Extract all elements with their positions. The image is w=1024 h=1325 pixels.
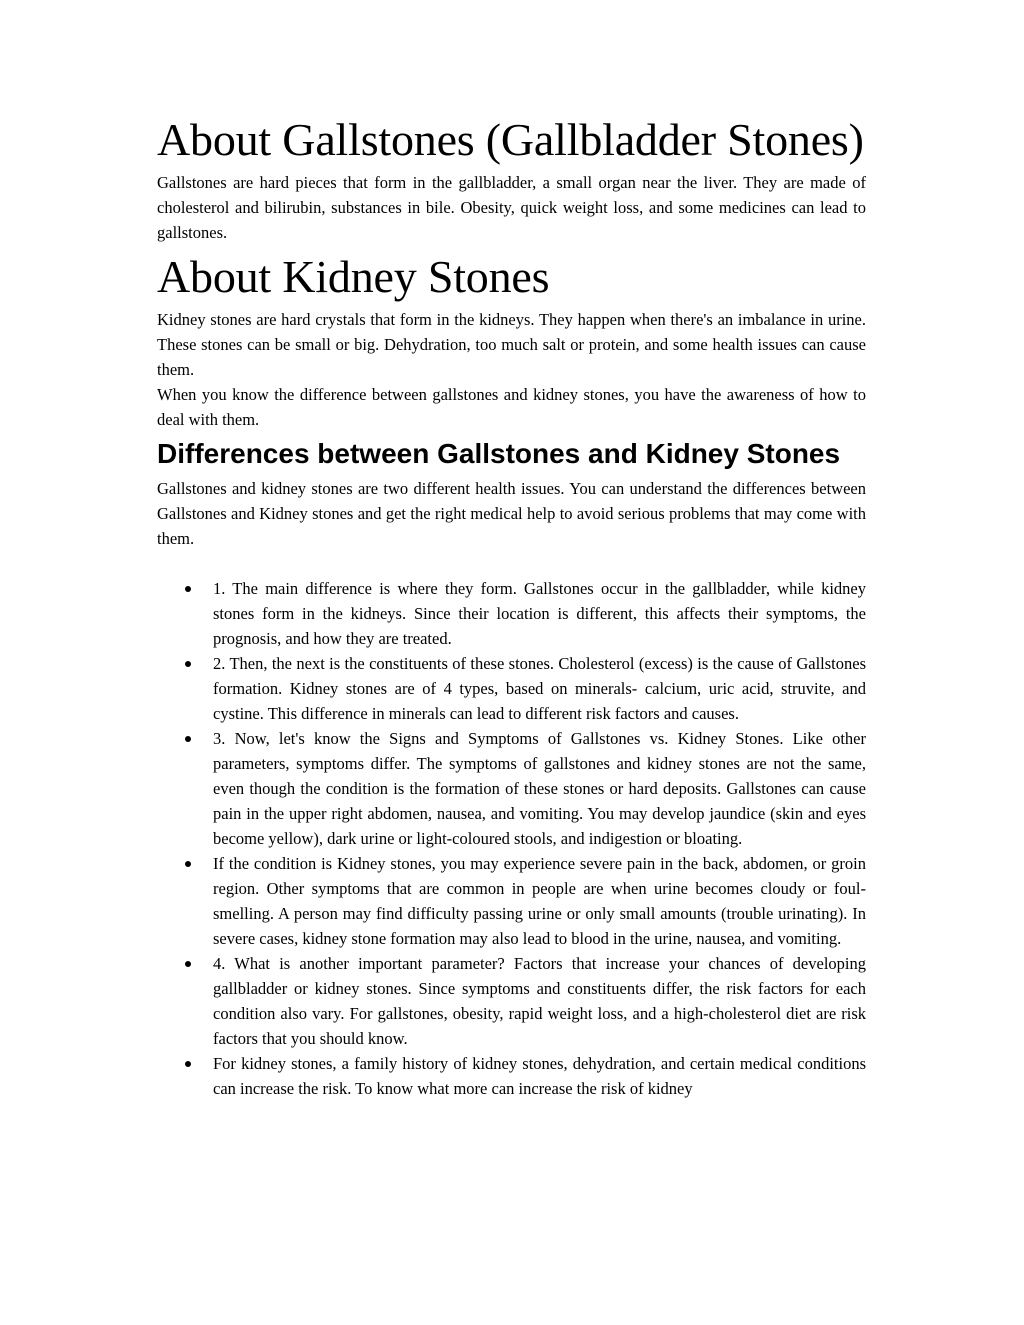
list-item <box>213 1051 866 1101</box>
spacer <box>157 551 866 576</box>
heading-differences: Differences between Gallstones and Kidney Stones <box>157 438 841 469</box>
bullet-icon <box>185 586 191 592</box>
list-item-text: 2. Then, the next is the constituents of these stones. Cholesterol (excess) is the cause of Gallstones formation. Kidney stones are of 4 types, based on minerals- calcium, uric acid, struvite, and cystine. This difference in minerals can lead to different risk factors and causes. <box>213 654 866 723</box>
list-item-text: 3. Now, let's know the Signs and Symptoms of Gallstones vs. Kidney Stones. Like other parameters, symptoms differ. The symptoms of gallstones and kidney stones are not the same, even though the condition is the formation of these stones or hard deposits. Gallstones can cause pain in the upper right abdomen, nausea, and vomiting. You may develop jaundice (skin and eyes become yellow), dark urine or light-coloured stools, and indigestion or bloating. <box>213 729 866 848</box>
list-item <box>213 951 866 1051</box>
differences-list <box>157 576 866 1101</box>
document-page <box>157 112 866 1101</box>
heading-gallstones: About Gallstones (Gallbladder Stones) <box>157 114 864 165</box>
bullet-icon <box>185 961 191 967</box>
list-item <box>213 651 866 726</box>
bullet-icon <box>185 861 191 867</box>
list-item-text: 4. What is another important parameter? Factors that increase your chances of developing gallbladder or kidney stones. Since symptoms and constituents differ, the risk factors for each condition also vary. For gallstones, obesity, rapid weight loss, and a high-cholesterol diet are risk factors that you should know. <box>213 954 866 1048</box>
paragraph-kidney-stones: Kidney stones are hard crystals that form in the kidneys. They happen when there's an imbalance in urine. These stones can be small or big. Dehydration, too much salt or protein, and some health issues can cause them. <box>157 310 866 379</box>
bullet-icon <box>185 661 191 667</box>
list-item <box>213 851 866 951</box>
list-item-text: For kidney stones, a family history of kidney stones, dehydration, and certain medical conditions can increase the risk. To know what more can increase the risk of kidney <box>213 1054 866 1098</box>
paragraph-differences: Gallstones and kidney stones are two different health issues. You can understand the differences between Gallstones and Kidney stones and get the right medical help to avoid serious problems that may come with them. <box>157 479 866 548</box>
heading-kidney-stones: About Kidney Stones <box>157 251 550 302</box>
paragraph-awareness: When you know the difference between gallstones and kidney stones, you have the awareness of how to deal with them. <box>157 385 866 429</box>
list-item <box>213 726 866 851</box>
list-item-text: 1. The main difference is where they form. Gallstones occur in the gallbladder, while kidney stones form in the kidneys. Since their location is different, this affects their symptoms, the prognosis, and how they are treated. <box>213 579 866 648</box>
list-item-text: If the condition is Kidney stones, you may experience severe pain in the back, abdomen, or groin region. Other symptoms that are common in people are when urine becomes cloudy or foul-smelling. A person may find difficulty passing urine or only small amounts (trouble urinating). In severe cases, kidney stone formation may also lead to blood in the urine, nausea, and vomiting. <box>213 854 866 948</box>
bullet-icon <box>185 736 191 742</box>
bullet-icon <box>185 1061 191 1067</box>
list-item <box>213 576 866 651</box>
paragraph-gallstones: Gallstones are hard pieces that form in the gallbladder, a small organ near the liver. They are made of cholesterol and bilirubin, substances in bile. Obesity, quick weight loss, and some medicines can lead to gallstones. <box>157 173 866 242</box>
